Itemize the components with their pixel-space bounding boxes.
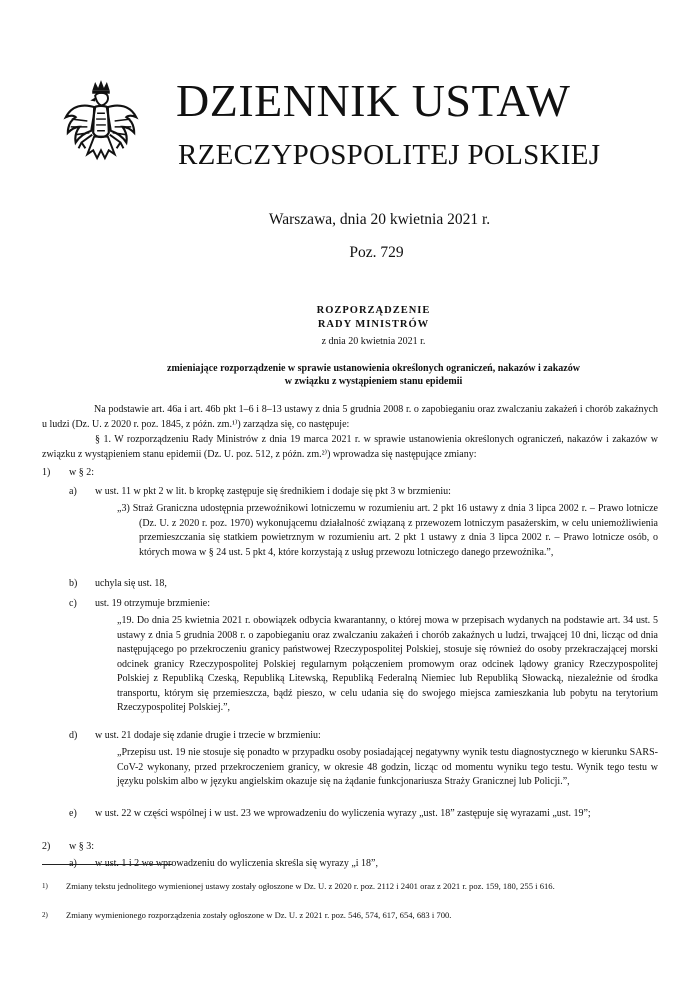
act-subject [0,362,699,388]
footnote-mark: 2) [42,911,48,919]
amendment-d-text: w ust. 21 dodaje się zdanie drugie i trzecie w brzmieniu: [95,730,321,741]
amendment-c-text: ust. 19 otrzymuje brzmienie: [95,598,210,609]
act-subject-line: zmieniające rozporządzenie w sprawie ustanowienia określonych ograniczeń, nakazów i zakazów [167,363,580,374]
journal-title: DZIENNIK USTAW [176,75,571,126]
section-1: § 1. W rozporządzeniu Rady Ministrów z dnia 19 marca 2021 r. w sprawie ustanowienia określonych ograniczeń, nakazów i zakazów w związku z wystąpieniem stanu epidemii (Dz. U. poz. 512, z późn. zm.²⁾) wprowadza się następujące zmiany: [42,434,658,460]
letter-label: a) [69,486,77,497]
footnote-2: Zmiany wymienionego rozporządzenia zostały ogłoszone w Dz. U. z 2021 r. poz. 546, 574, 617, 654, 683 i 700. [66,910,452,920]
amendment-b-text: uchyla się ust. 18, [95,578,167,589]
item-number: 2) [42,841,51,852]
amendment-d-quote: „Przepisu ust. 19 nie stosuje się ponadto w przypadku osoby posiadającej negatywny wynik testu diagnostycznego w kierunku SARS-CoV-2 wykonany, przed przekroczeniem granicy, w okresie 48 godzin, licząc od momentu wyniku tego testu. Wynik tego testu w języku polskim albo w języku angielskim okazuje się na żądanie funkcjonariusza Straży Granicznej lub Policji.”, [117,747,658,787]
position-number: Poz. 729 [349,244,404,261]
amendment-e-text: w ust. 22 w części wspólnej i w ust. 23 we wprowadzeniu do wyliczenia wyrazy „ust. 18” zastępuje się wyrazami „ust. 19”; [95,808,591,819]
letter-label: a) [69,858,77,869]
preamble: Na podstawie art. 46a i art. 46b pkt 1–6 i 8–13 ustawy z dnia 5 grudnia 2008 r. o zapobieganiu oraz zwalczaniu zakażeń i chorób zakaźnych u ludzi (Dz. U. z 2020 r. poz. 1845, z późn. zm.¹⁾) zarządza się, co następuje: [42,404,658,430]
journal-subtitle: RZECZYPOSPOLITEJ POLSKIEJ [178,139,601,171]
act-issuer: RADY MINISTRÓW [317,319,430,330]
letter-label: d) [69,730,78,741]
eagle-emblem-icon [62,78,140,166]
footnote-1: Zmiany tekstu jednolitego wymienionej ustawy zostały ogłoszone w Dz. U. z 2020 r. poz. 2112 i 2401 oraz z 2021 r. poz. 159, 180, 255 i 616. [66,881,555,891]
publication-dateline: Warszawa, dnia 20 kwietnia 2021 r. [268,211,491,228]
item-number: 1) [42,467,51,478]
footnote-separator [42,864,172,865]
footnote-mark: 1) [42,882,48,890]
item-title: w § 3: [69,841,94,852]
letter-label: c) [69,598,77,609]
act-subject-line: w związku z wystąpieniem stanu epidemii [284,376,463,387]
letter-label: e) [69,808,77,819]
act-date: z dnia 20 kwietnia 2021 r. [321,336,426,347]
letter-label: b) [69,578,78,589]
amendment-2a-text: w ust. 1 i 2 we wprowadzeniu do wyliczenia skreśla się wyrazy „i 18”, [95,858,378,869]
amendment-a-quote: „3) Straż Graniczna udostępnia przewoźnikowi lotniczemu w rozumieniu art. 2 pkt 16 ustawy z dnia 3 lipca 2002 r. – Prawo lotnicze (Dz. U. z 2020 r. poz. 1970) wykonującemu działalność związaną z przewozem lotniczym pasażerskim, w celu uniemożliwienia przemieszczania się statkiem powietrznym w rozumieniu art. 2 pkt 1 ustawy z dnia 3 lipca 2002 r. – Prawo lotnicze osób, o których mowa w § 24 ust. 5 pkt 4, które korzystają z usług przewozu lotniczego danego przewoźnika.”, [117,503,658,558]
amendment-c-quote: „19. Do dnia 25 kwietnia 2021 r. obowiązek odbycia kwarantanny, o której mowa w przepisach wydanych na podstawie art. 34 ust. 5 ustawy z dnia 5 grudnia 2008 r. o zapobieganiu oraz zwalczaniu zakażeń i chorób zakaźnych u ludzi, trwającej 10 dni, licząc od dnia następującego po przekroczeniu granicy państwowej Rzeczypospolitej Polskiej, stosuje się również do osoby przekraczającej morski odcinek granicy Rzeczypospolitej Polskiej regularnym połączeniem promowym oraz odcinek lądowy granicy Rzeczypospolitej Polskiej z Republiką Czeską, Republiką Litewską, Republiką Federalną Niemiec lub Republiką Słowacką, niezależnie od środka transportu, którym się przemieszcza, bądź pieszo, w celu udania się do swojego miejsca zamieszkania lub pobytu na terytorium Rzeczypospolitej Polskiej.”, [117,615,658,713]
act-type: ROZPORZĄDZENIE [316,305,431,316]
amendment-a-text: w ust. 11 w pkt 2 w lit. b kropkę zastępuje się średnikiem i dodaje się pkt 3 w brzmieniu: [95,486,451,497]
item-title: w § 2: [69,467,94,478]
